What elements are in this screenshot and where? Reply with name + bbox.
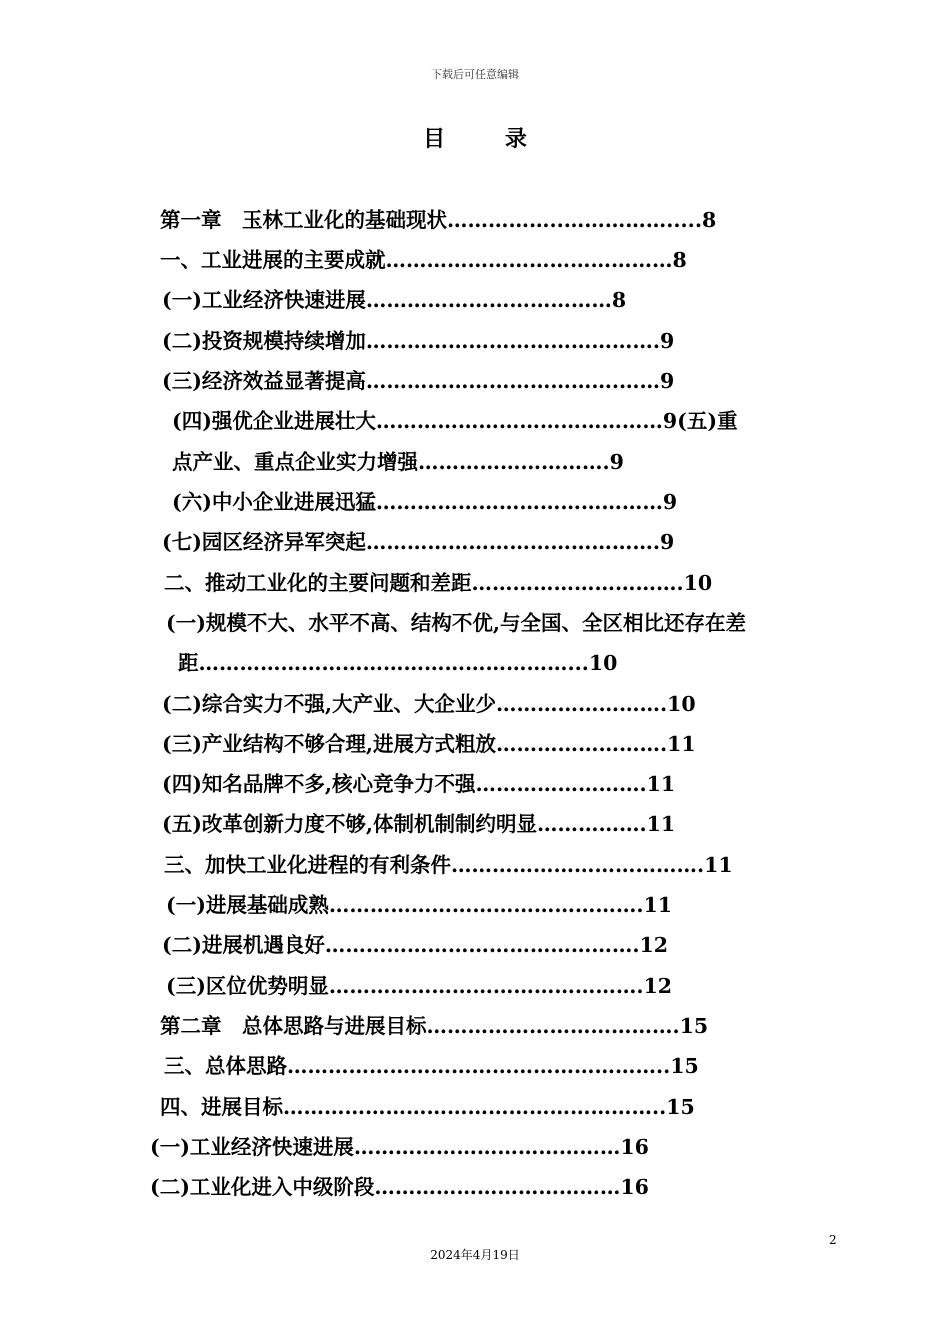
toc-entry-subsection-4-2: (二)工业化进入中级阶段………………………………16 (150, 1175, 649, 1199)
toc-entry-subsection-3-2: (二)进展机遇良好……………………………………….12 (162, 933, 669, 957)
header-note: 下载后可任意编辑 (431, 68, 519, 81)
page-number: 2 (829, 1233, 837, 1247)
toc-entry-subsection-1-1: (一)工业经济快速进展………………………………8 (162, 288, 627, 312)
footer-date: 2024年4月19日 (430, 1248, 520, 1262)
toc-entry-chapter-1: 第一章 玉林工业化的基础现状……………..…………….....8 (160, 208, 717, 232)
toc-entry-subsection-2-3: (三)产业结构不够合理,进展方式粗放…………………….11 (162, 732, 696, 756)
toc-entry-subsection-3-3: (三)区位优势明显……………………………………….12 (166, 974, 673, 998)
toc-entry-subsection-3-1: (一)进展基础成熟……………………………………….11 (166, 893, 673, 917)
toc-entry-subsection-2-1: (一)规模不大、水平不高、结构不优,与全国、全区相比还存在差 (166, 611, 747, 635)
toc-entry-section-2: 二、推动工业化的主要问题和差距………………………….10 (164, 571, 713, 595)
toc-entry-subsection-2-2: (二)综合实力不强,大产业、大企业少…………………….10 (162, 692, 696, 716)
toc-entry-chapter-2: 第二章 总体思路与进展目标……………………………….15 (160, 1014, 709, 1038)
toc-entry-subsection-2-5: (五)改革创新力度不够,体制机制制约明显…………….11 (162, 812, 676, 836)
toc-entry-subsection-1-7: (七)园区经济异军突起…………………………………….9 (162, 530, 675, 554)
toc-entry-subsection-1-4: (四)强优企业进展壮大……………………………………9(五)重 (172, 409, 738, 433)
toc-entry-subsection-2-4: (四)知名品牌不多,核心竞争力不强…………………….11 (162, 772, 676, 796)
toc-entry-subsection-1-6: (六)中小企业进展迅猛……………………………………9 (172, 490, 678, 514)
toc-entry-section-3: 三、加快工业化进程的有利条件……………………………….11 (164, 853, 733, 877)
toc-entry-subsection-1-2: (二)投资规模持续增加…………………………………….9 (162, 329, 675, 353)
toc-entry-subsection-1-5-cont: 点产业、重点企业实力增强……………………….9 (172, 450, 624, 474)
toc-entry-subsection-1-3: (三)经济效益显著提高……………………………….……9 (162, 369, 675, 393)
toc-entry-subsection-2-1-cont: 距………………………………………………...10 (178, 651, 618, 675)
toc-entry-section-3b: 三、总体思路………………………………………………..15 (164, 1054, 699, 1078)
toc-title: 目 录 (423, 126, 553, 152)
toc-entry-section-4: 四、进展目标………………………………………………..15 (160, 1095, 695, 1119)
toc-entry-subsection-4-1: (一)工业经济快速进展…………………………………16 (150, 1135, 649, 1159)
toc-entry-section-1: 一、工业进展的主要成就……………………………………8 (160, 248, 687, 272)
